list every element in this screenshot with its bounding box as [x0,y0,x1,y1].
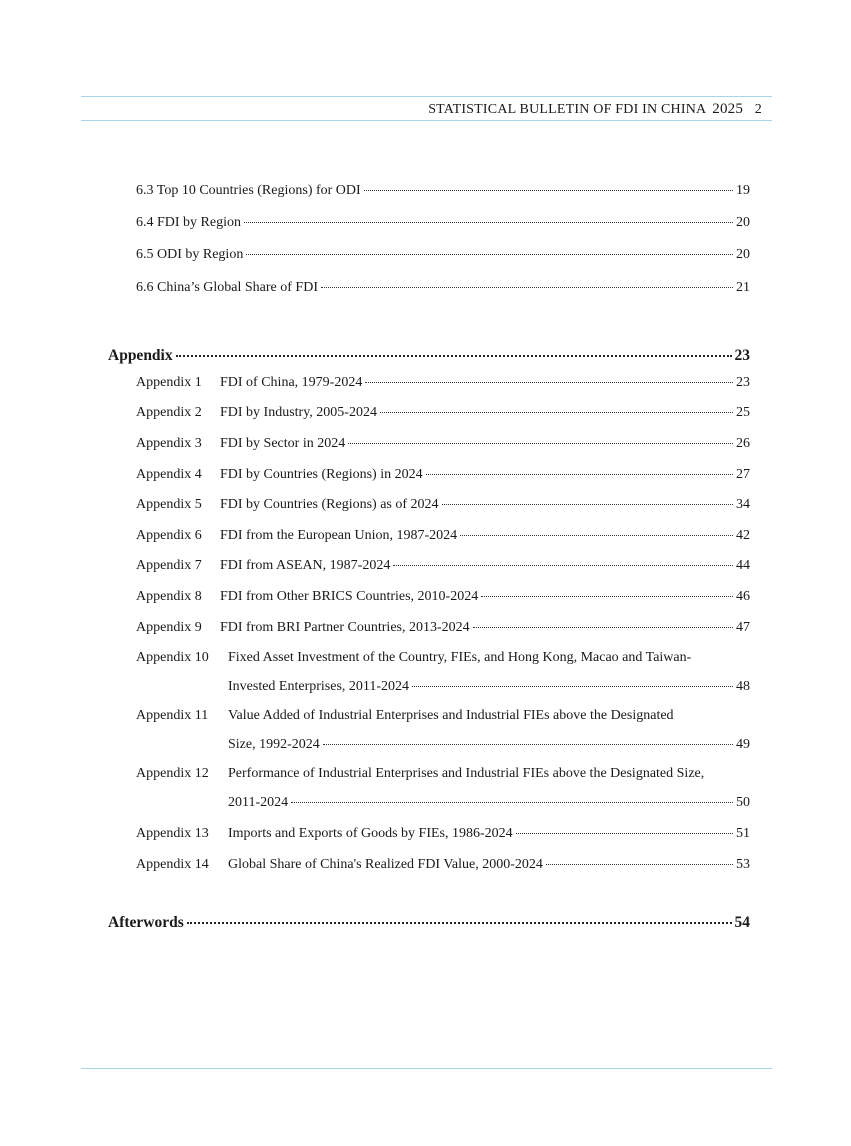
appendix-page: 50 [736,795,750,810]
appendix-label: Appendix 7 [136,558,202,573]
toc-entry-title: 6.3 Top 10 Countries (Regions) for ODI [136,183,361,198]
header-year: 2025 [712,101,744,117]
toc-entry-page: 20 [736,247,750,262]
appendix-entry[interactable] [136,558,750,574]
appendix-label: Appendix 11 [136,708,209,723]
appendix-title-line1: Fixed Asset Investment of the Country, FIEs, and Hong Kong, Macao and Taiwan- [228,650,692,665]
appendix-title: Imports and Exports of Goods by FIEs, 1986-2024 [228,826,513,841]
appendix-page: 48 [736,679,750,694]
dot-leader [321,287,733,288]
dot-leader [412,686,733,687]
appendix-entry[interactable] [136,589,750,605]
dot-leader [187,922,732,924]
toc-entry[interactable] [136,280,750,296]
appendix-label: Appendix 10 [136,650,209,665]
dot-leader [291,802,733,803]
appendix-page: 49 [736,737,750,752]
appendix-page: 51 [736,826,750,841]
appendix-entry[interactable] [136,497,750,513]
toc-entry[interactable] [136,215,750,231]
dot-leader [380,412,733,413]
appendix-entry[interactable] [136,766,750,782]
toc-heading-title: Appendix [108,347,173,364]
appendix-title: FDI by Countries (Regions) in 2024 [220,467,423,482]
appendix-entry-continuation[interactable] [228,795,750,811]
appendix-title: FDI by Sector in 2024 [220,436,346,451]
appendix-page: 25 [736,405,750,420]
header-title: STATISTICAL BULLETIN OF FDI IN CHINA [428,102,706,117]
toc-entry-title: 6.5 ODI by Region [136,247,244,262]
appendix-title: FDI of China, 1979-2024 [220,375,363,390]
dot-leader [323,744,733,745]
appendix-entry[interactable] [136,826,750,842]
appendix-label: Appendix 4 [136,467,202,482]
appendix-page: 53 [736,857,750,872]
appendix-label: Appendix 12 [136,766,209,781]
appendix-entry[interactable] [136,436,750,452]
header-page-number: 2 [754,102,762,117]
toc-entry-page: 21 [736,280,750,295]
dot-leader [365,382,733,383]
appendix-label: Appendix 1 [136,375,202,390]
appendix-label: Appendix 8 [136,589,202,604]
appendix-entry[interactable] [136,650,750,666]
appendix-label: Appendix 6 [136,528,202,543]
appendix-entry[interactable] [136,857,750,873]
toc-heading-page: 54 [734,914,750,931]
toc-entry-page: 19 [736,183,750,198]
dot-leader [393,565,733,566]
dot-leader [460,535,733,536]
dot-leader [246,254,733,255]
running-header [428,101,762,118]
appendix-page: 26 [736,436,750,451]
dot-leader [442,504,733,505]
appendix-title-line2: 2011-2024 [228,795,289,810]
appendix-title: FDI from Other BRICS Countries, 2010-2024 [220,589,479,604]
dot-leader [348,443,733,444]
appendix-label: Appendix 5 [136,497,202,512]
appendix-title-line1: Performance of Industrial Enterprises and Industrial FIEs above the Designated Size, [228,766,705,781]
appendix-entry[interactable] [136,467,750,483]
dot-leader [364,190,733,191]
appendix-title-line2: Invested Enterprises, 2011-2024 [228,679,410,694]
toc-entry-page: 20 [736,215,750,230]
appendix-title-line2: Size, 1992-2024 [228,737,320,752]
appendix-page: 34 [736,497,750,512]
dot-leader [546,864,733,865]
toc-heading-appendix[interactable] [108,347,750,365]
appendix-label: Appendix 2 [136,405,202,420]
appendix-page: 42 [736,528,750,543]
appendix-entry[interactable] [136,375,750,391]
toc-entry-title: 6.6 China’s Global Share of FDI [136,280,318,295]
appendix-entry[interactable] [136,528,750,544]
appendix-title: FDI from the European Union, 1987-2024 [220,528,458,543]
appendix-entry[interactable] [136,620,750,636]
appendix-label: Appendix 9 [136,620,202,635]
appendix-label: Appendix 3 [136,436,202,451]
dot-leader [481,596,733,597]
appendix-title: FDI by Industry, 2005-2024 [220,405,377,420]
appendix-title-line1: Value Added of Industrial Enterprises and Industrial FIEs above the Designated [228,708,674,723]
appendix-entry[interactable] [136,708,750,724]
appendix-label: Appendix 13 [136,826,209,841]
appendix-page: 47 [736,620,750,635]
appendix-page: 23 [736,375,750,390]
footer-rule [81,1068,772,1069]
appendix-page: 46 [736,589,750,604]
toc-heading-page: 23 [734,347,750,364]
toc-entry[interactable] [136,183,750,199]
appendix-label: Appendix 14 [136,857,209,872]
appendix-title: FDI by Countries (Regions) as of 2024 [220,497,439,512]
dot-leader [244,222,733,223]
appendix-page: 27 [736,467,750,482]
header-rule-top [81,96,772,97]
appendix-entry-continuation[interactable] [228,679,750,695]
dot-leader [426,474,733,475]
dot-leader [516,833,733,834]
appendix-title: FDI from ASEAN, 1987-2024 [220,558,391,573]
toc-heading-afterwords[interactable] [108,914,750,932]
appendix-entry[interactable] [136,405,750,421]
toc-heading-title: Afterwords [108,914,184,931]
appendix-title: Global Share of China's Realized FDI Value, 2000-2024 [228,857,543,872]
dot-leader [176,355,732,357]
dot-leader [473,627,733,628]
appendix-page: 44 [736,558,750,573]
toc-entry[interactable] [136,247,750,263]
header-rule-bottom [81,120,772,121]
appendix-entry-continuation[interactable] [228,737,750,753]
appendix-title: FDI from BRI Partner Countries, 2013-2024 [220,620,470,635]
toc-entry-title: 6.4 FDI by Region [136,215,241,230]
